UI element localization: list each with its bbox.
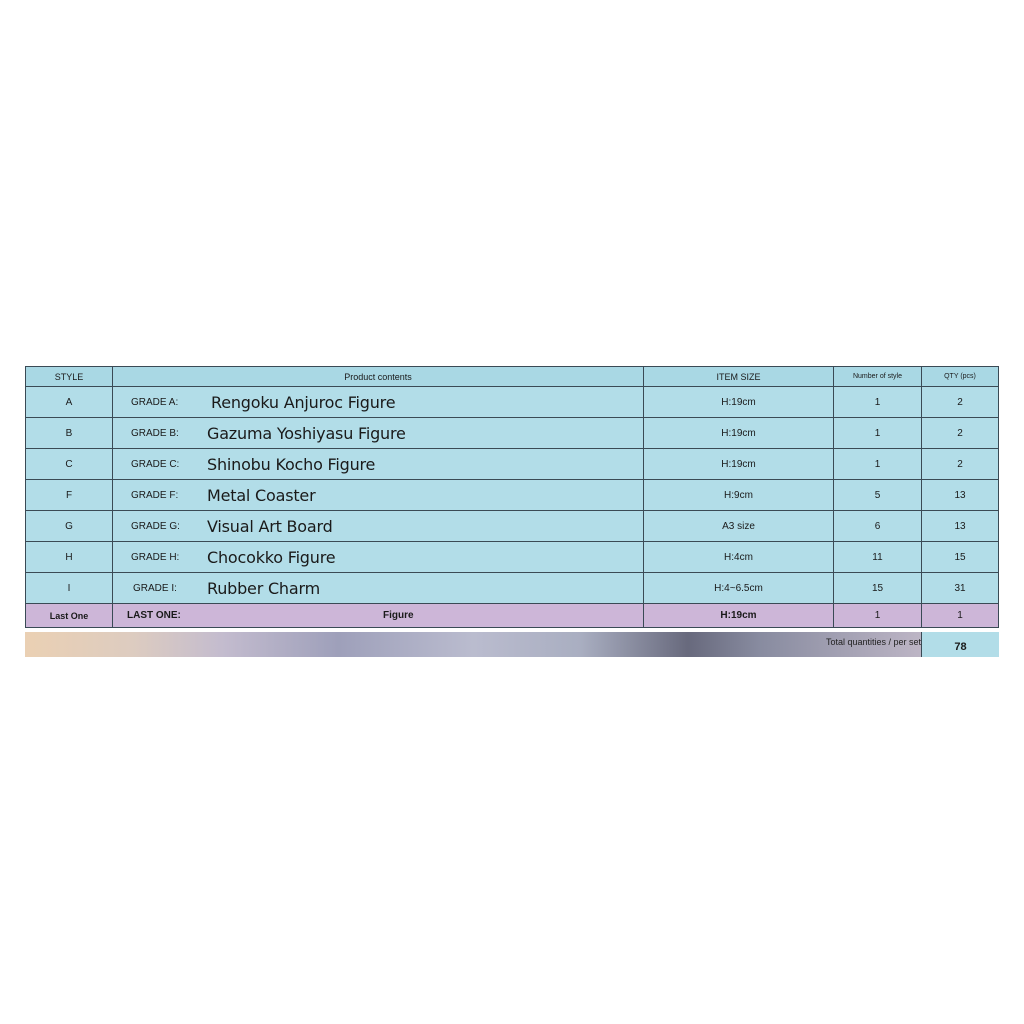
table-row: [26, 418, 999, 449]
number-of-style-cell: 1: [834, 387, 922, 418]
product-name: Figure: [383, 610, 414, 621]
qty-cell: 31: [922, 573, 999, 604]
contents-cell: [113, 511, 644, 542]
contents-cell: [113, 480, 644, 511]
contents-cell: [113, 604, 644, 628]
style-cell: C: [26, 449, 113, 480]
style-cell: Last One: [26, 604, 113, 628]
qty-cell: 15: [922, 542, 999, 573]
number-of-style-cell: 11: [834, 542, 922, 573]
product-table-sheet: [25, 366, 998, 657]
header-style: STYLE: [26, 367, 113, 387]
qty-cell: 13: [922, 480, 999, 511]
number-of-style-cell: 5: [834, 480, 922, 511]
grade-label: GRADE F:: [131, 489, 179, 501]
qty-cell: 2: [922, 418, 999, 449]
style-cell: G: [26, 511, 113, 542]
item-size-cell: H:4~6.5cm: [644, 573, 834, 604]
qty-cell: 2: [922, 449, 999, 480]
product-name: Visual Art Board: [207, 516, 333, 536]
qty-cell: 2: [922, 387, 999, 418]
contents-cell: [113, 418, 644, 449]
table-header-row: [26, 367, 999, 387]
table-row: [26, 511, 999, 542]
style-cell: I: [26, 573, 113, 604]
total-quantities-value: 78: [921, 632, 999, 657]
qty-cell: 1: [922, 604, 999, 628]
total-quantities-label: Total quantities / per set: [825, 637, 921, 647]
product-name: Shinobu Kocho Figure: [207, 454, 376, 474]
grade-label: GRADE B:: [131, 427, 179, 439]
product-name: Rengoku Anjuroc Figure: [211, 392, 396, 412]
header-product-contents: Product contents: [113, 367, 644, 387]
grade-label: GRADE H:: [131, 551, 180, 563]
table-row: [26, 449, 999, 480]
grade-label: GRADE G:: [131, 520, 180, 532]
last-one-row: [26, 604, 999, 628]
qty-cell: 13: [922, 511, 999, 542]
product-name: Rubber Charm: [207, 578, 320, 598]
header-qty: QTY (pcs): [922, 367, 999, 387]
item-size-cell: A3 size: [644, 511, 834, 542]
contents-cell: [113, 449, 644, 480]
table-row: [26, 542, 999, 573]
grade-label: GRADE I:: [133, 582, 177, 594]
style-cell: H: [26, 542, 113, 573]
background-artwork-strip: [25, 632, 921, 657]
table-row: [26, 573, 999, 604]
number-of-style-cell: 6: [834, 511, 922, 542]
number-of-style-cell: 1: [834, 418, 922, 449]
contents-cell: [113, 573, 644, 604]
item-size-cell: H:19cm: [644, 449, 834, 480]
item-size-cell: H:19cm: [644, 604, 834, 628]
item-size-cell: H:19cm: [644, 418, 834, 449]
item-size-cell: H:19cm: [644, 387, 834, 418]
grade-label: GRADE C:: [131, 458, 180, 470]
table-row: [26, 387, 999, 418]
grade-label: GRADE A:: [131, 396, 179, 408]
number-of-style-cell: 1: [834, 449, 922, 480]
product-name: Chocokko Figure: [207, 547, 336, 567]
contents-cell: [113, 542, 644, 573]
number-of-style-cell: 15: [834, 573, 922, 604]
product-table: [25, 366, 999, 628]
last-one-label: LAST ONE:: [127, 610, 181, 621]
product-name: Metal Coaster: [207, 485, 316, 505]
table-row: [26, 480, 999, 511]
header-item-size: ITEM SIZE: [644, 367, 834, 387]
style-cell: F: [26, 480, 113, 511]
item-size-cell: H:4cm: [644, 542, 834, 573]
style-cell: B: [26, 418, 113, 449]
contents-cell: [113, 387, 644, 418]
style-cell: A: [26, 387, 113, 418]
product-name: Gazuma Yoshiyasu Figure: [207, 423, 406, 443]
header-number-of-style: Number of style: [834, 367, 922, 387]
number-of-style-cell: 1: [834, 604, 922, 628]
item-size-cell: H:9cm: [644, 480, 834, 511]
